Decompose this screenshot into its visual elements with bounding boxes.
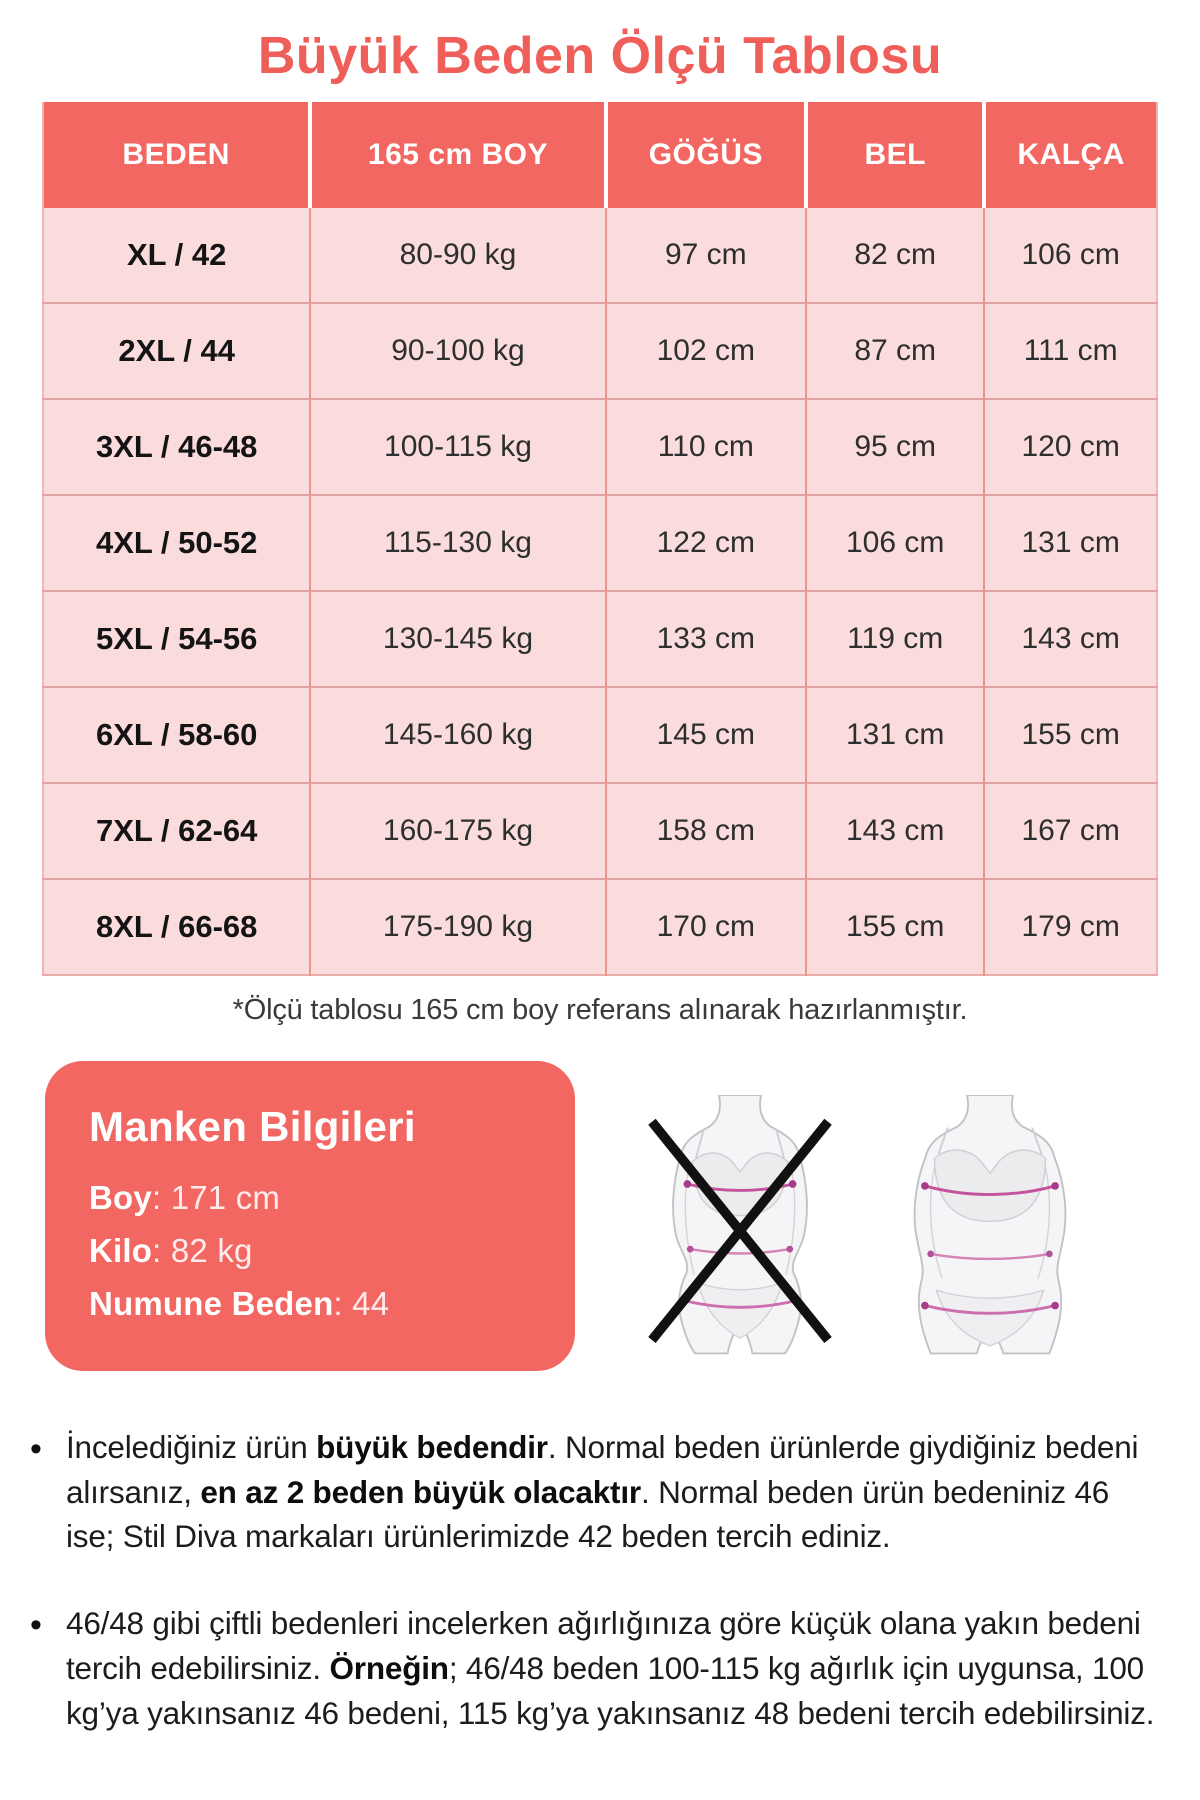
crossed-out-slim-body-silhouette-icon [634, 1095, 846, 1363]
measurement-cell: 131 cm [806, 687, 984, 783]
column-header: 165 cm BOY [310, 102, 605, 208]
measurement-cell: 133 cm [606, 591, 807, 687]
page-title: Büyük Beden Ölçü Tablosu [257, 27, 943, 85]
measurement-cell: 115-130 kg [310, 495, 605, 591]
correct-measurement-figure [884, 1095, 1096, 1363]
column-header: GÖĞÜS [606, 102, 807, 208]
column-header: KALÇA [984, 102, 1157, 208]
table-row [43, 495, 1157, 591]
measurement-cell: 179 cm [984, 879, 1157, 975]
measurement-cell: 160-175 kg [310, 783, 605, 879]
measurement-cell: 175-190 kg [310, 879, 605, 975]
size-label-cell: 2XL / 44 [43, 303, 310, 399]
plus-size-body-silhouette-icon [884, 1095, 1096, 1363]
measurement-cell: 155 cm [984, 687, 1157, 783]
table-row [43, 687, 1157, 783]
incorrect-measurement-figure [634, 1095, 846, 1363]
model-info-line [89, 1232, 545, 1270]
measurement-cell: 122 cm [606, 495, 807, 591]
measurement-cell: 97 cm [606, 208, 807, 303]
model-info-label: Boy [89, 1179, 152, 1216]
size-label-cell: 8XL / 66-68 [43, 879, 310, 975]
measurement-cell: 80-90 kg [310, 208, 605, 303]
measurement-cell: 158 cm [606, 783, 807, 879]
measurement-cell: 155 cm [806, 879, 984, 975]
model-info-line [89, 1179, 545, 1217]
bullet-dot: • [30, 1430, 42, 1468]
model-info-value: : 171 cm [151, 1179, 281, 1216]
table-row [43, 399, 1157, 495]
measurement-cell: 130-145 kg [310, 591, 605, 687]
model-info-lines [89, 1179, 545, 1323]
measurement-cell: 111 cm [984, 303, 1157, 399]
table-row [43, 303, 1157, 399]
model-info-section [45, 1061, 1155, 1371]
table-body [43, 208, 1157, 975]
measurement-cell: 95 cm [806, 399, 984, 495]
table-row [43, 783, 1157, 879]
measurement-cell: 102 cm [606, 303, 807, 399]
model-info-value: : 82 kg [152, 1232, 253, 1269]
table-row [43, 208, 1157, 303]
table-row [43, 591, 1157, 687]
size-label-cell: 6XL / 58-60 [43, 687, 310, 783]
model-info-value: : 44 [333, 1285, 390, 1322]
column-header: BEDEN [43, 102, 310, 208]
model-info-label: Numune Beden [89, 1285, 334, 1322]
model-info-label: Kilo [89, 1232, 153, 1269]
model-info-title: Manken Bilgileri [89, 1103, 416, 1150]
column-header: BEL [806, 102, 984, 208]
bullet-text: 46/48 gibi çiftli bedenleri incelerken ağırlığınıza göre küçük olana yakın bedeni tercih edebilirsiniz. Örneğin; 46/48 beden 100-115 kg ağırlık için uygunsa, 100 kg’ya yakınsanız 46 bedeni, 115 kg’ya yakınsanız 48 bedeni tercih edebilirsiniz. [66, 1605, 1155, 1731]
table-header-row [43, 102, 1157, 208]
size-label-cell: 3XL / 46-48 [43, 399, 310, 495]
measurement-cell: 106 cm [984, 208, 1157, 303]
measurement-cell: 87 cm [806, 303, 984, 399]
bullet-item [30, 1425, 1155, 1559]
bullet-dot: • [30, 1606, 42, 1645]
measurement-cell: 106 cm [806, 495, 984, 591]
measurement-cell: 82 cm [806, 208, 984, 303]
table-footnote: *Ölçü tablosu 165 cm boy referans alınarak hazırlanmıştır. [232, 994, 968, 1026]
bullet-item [30, 1601, 1155, 1735]
size-label-cell: XL / 42 [43, 208, 310, 303]
info-bullet-list [30, 1425, 1155, 1735]
measurement-cell: 170 cm [606, 879, 807, 975]
measurement-cell: 143 cm [806, 783, 984, 879]
measurement-cell: 100-115 kg [310, 399, 605, 495]
measurement-cell: 119 cm [806, 591, 984, 687]
measurement-cell: 145-160 kg [310, 687, 605, 783]
bullet-text: İncelediğiniz ürün büyük bedendir. Normal beden ürünlerde giydiğiniz bedeni alırsanız, en az 2 beden büyük olacaktır. Normal beden ürün bedeniniz 46 ise; Stil Diva markaları ürünlerimizde 42 beden tercih ediniz. [66, 1429, 1139, 1555]
table-row [43, 879, 1157, 975]
measurement-cell: 167 cm [984, 783, 1157, 879]
measurement-cell: 143 cm [984, 591, 1157, 687]
model-info-line [89, 1285, 545, 1323]
measurement-cell: 145 cm [606, 687, 807, 783]
size-table [42, 102, 1158, 976]
size-label-cell: 4XL / 50-52 [43, 495, 310, 591]
measurement-cell: 120 cm [984, 399, 1157, 495]
measurement-cell: 131 cm [984, 495, 1157, 591]
model-info-box [45, 1061, 575, 1371]
measurement-cell: 90-100 kg [310, 303, 605, 399]
measurement-cell: 110 cm [606, 399, 807, 495]
size-label-cell: 7XL / 62-64 [43, 783, 310, 879]
size-label-cell: 5XL / 54-56 [43, 591, 310, 687]
measurement-figures [575, 1061, 1155, 1371]
